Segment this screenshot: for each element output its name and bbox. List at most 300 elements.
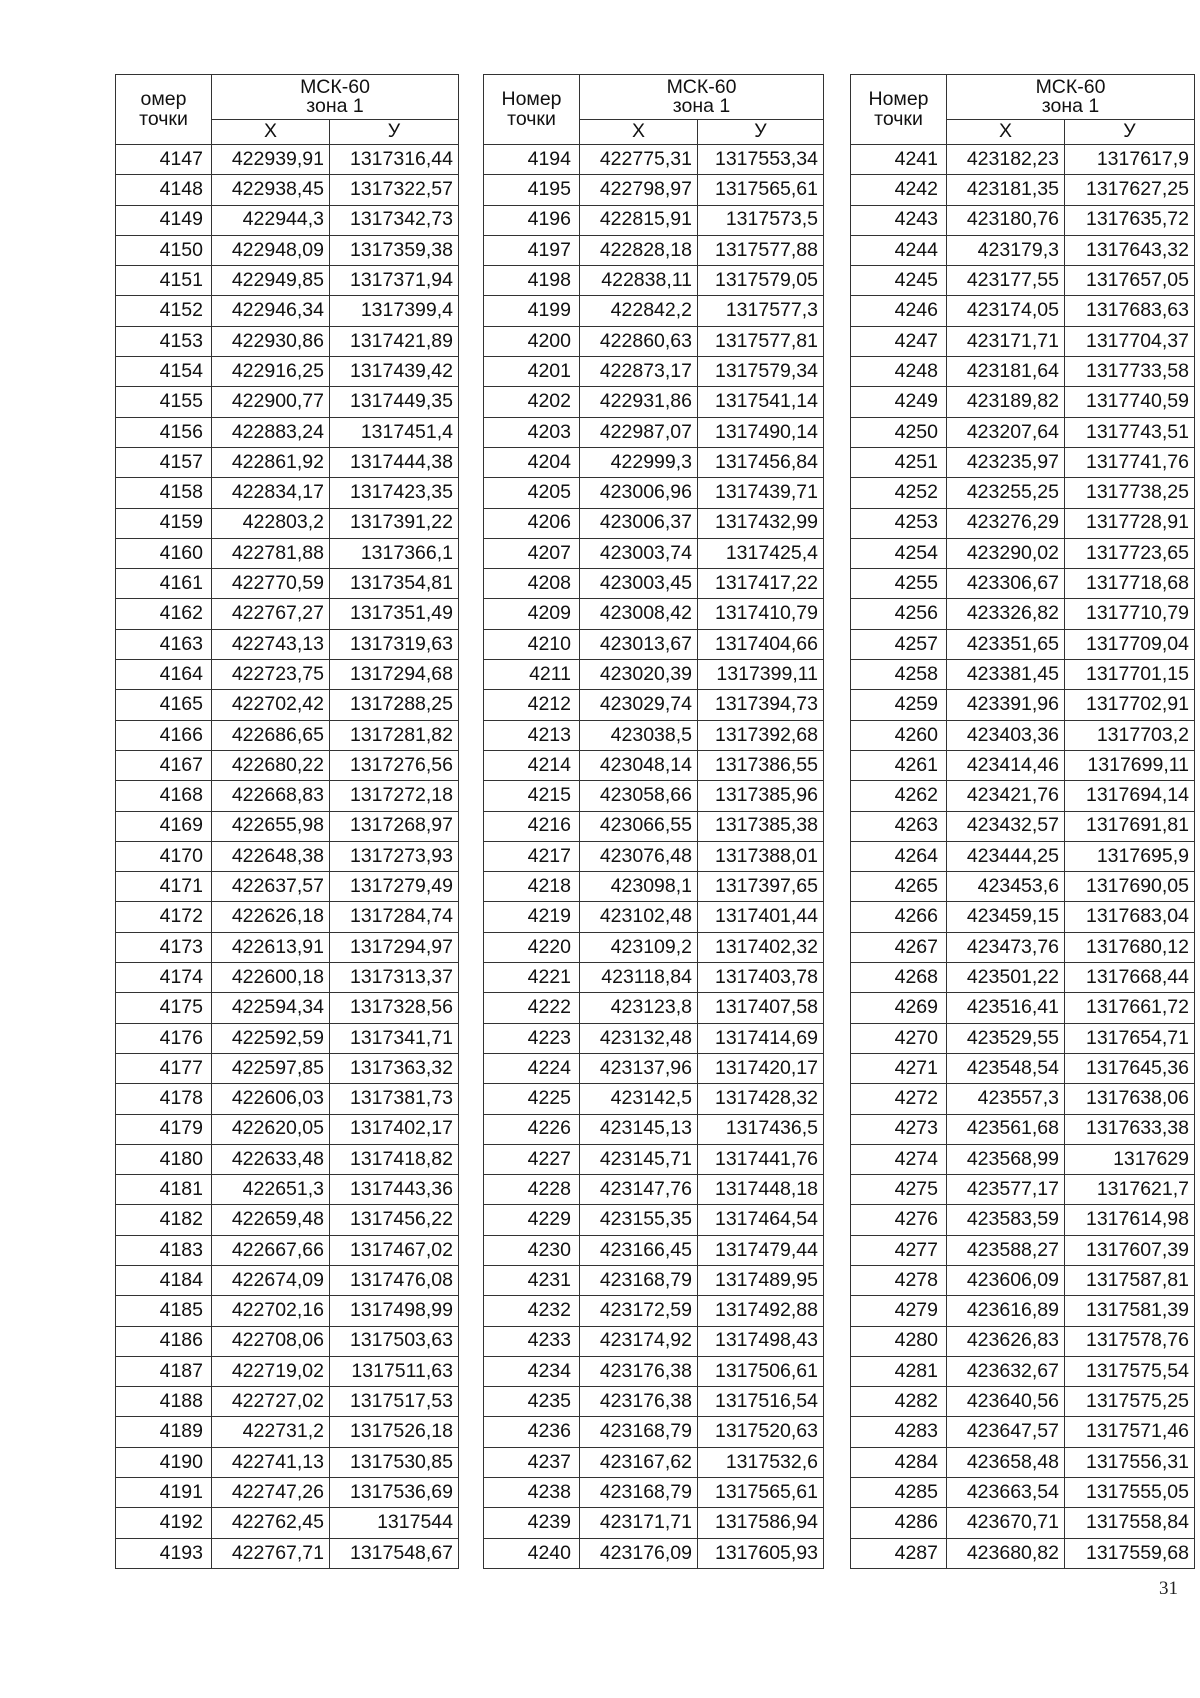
table-row (484, 478, 824, 508)
y-value-cell: 1317694,14 (1065, 781, 1195, 811)
table-row (484, 993, 824, 1023)
header-text: точки (507, 107, 556, 130)
point-number-cell: 4218 (484, 872, 580, 902)
point-number-cell: 4191 (116, 1478, 212, 1508)
point-number-cell: 4273 (851, 1114, 947, 1144)
table-row (484, 599, 824, 629)
point-number-cell: 4227 (484, 1144, 580, 1174)
table-row (116, 1084, 459, 1114)
y-column-header: У (1065, 120, 1195, 145)
table-row (851, 1538, 1195, 1568)
y-value-cell: 1317294,68 (330, 660, 459, 690)
table-row (851, 811, 1195, 841)
y-value-cell: 1317386,55 (698, 750, 824, 780)
x-value-cell: 423006,96 (580, 478, 698, 508)
point-number-cell: 4284 (851, 1447, 947, 1477)
table-row (851, 1023, 1195, 1053)
point-number-cell: 4220 (484, 932, 580, 962)
point-number-cell: 4244 (851, 235, 947, 265)
y-value-cell: 1317516,54 (698, 1387, 824, 1417)
point-number-cell: 4239 (484, 1508, 580, 1538)
table-row (116, 629, 459, 659)
y-value-cell: 1317565,61 (698, 1478, 824, 1508)
point-number-cell: 4157 (116, 447, 212, 477)
point-number-cell: 4260 (851, 720, 947, 750)
x-value-cell: 423174,05 (947, 296, 1065, 326)
x-value-cell: 423013,67 (580, 629, 698, 659)
x-value-cell: 422828,18 (580, 235, 698, 265)
x-value-cell: 422674,09 (212, 1265, 330, 1295)
y-value-cell: 1317577,88 (698, 235, 824, 265)
point-number-cell: 4279 (851, 1296, 947, 1326)
table-row (851, 872, 1195, 902)
y-value-cell: 1317425,4 (698, 538, 824, 568)
coordinate-table-1 (115, 74, 459, 1569)
point-number-cell: 4184 (116, 1265, 212, 1295)
y-value-cell: 1317410,79 (698, 599, 824, 629)
table-row (851, 266, 1195, 296)
x-value-cell: 422747,26 (212, 1478, 330, 1508)
y-value-cell: 1317402,32 (698, 932, 824, 962)
point-number-cell: 4203 (484, 417, 580, 447)
point-number-cell: 4265 (851, 872, 947, 902)
y-value-cell: 1317439,71 (698, 478, 824, 508)
x-value-cell: 423306,67 (947, 569, 1065, 599)
x-value-cell: 423189,82 (947, 387, 1065, 417)
x-value-cell: 422770,59 (212, 569, 330, 599)
x-value-cell: 422719,02 (212, 1356, 330, 1386)
x-value-cell: 423670,71 (947, 1508, 1065, 1538)
table-row (116, 1235, 459, 1265)
y-column-header: У (698, 120, 824, 145)
table-row (851, 1265, 1195, 1295)
x-value-cell: 423568,99 (947, 1144, 1065, 1174)
point-number-cell: 4216 (484, 811, 580, 841)
point-number-cell: 4179 (116, 1114, 212, 1144)
x-value-cell: 422668,83 (212, 781, 330, 811)
y-value-cell: 1317489,95 (698, 1265, 824, 1295)
point-number-cell: 4208 (484, 569, 580, 599)
table-row (851, 205, 1195, 235)
point-number-cell: 4171 (116, 872, 212, 902)
x-value-cell: 423432,57 (947, 811, 1065, 841)
point-number-cell: 4195 (484, 175, 580, 205)
table-row (851, 841, 1195, 871)
point-number-cell: 4235 (484, 1387, 580, 1417)
table-row (116, 569, 459, 599)
y-value-cell: 1317268,97 (330, 811, 459, 841)
point-number-cell: 4224 (484, 1053, 580, 1083)
point-number-cell: 4185 (116, 1296, 212, 1326)
point-number-cell: 4213 (484, 720, 580, 750)
table-row (851, 447, 1195, 477)
table-row (116, 1447, 459, 1477)
x-value-cell: 422931,86 (580, 387, 698, 417)
y-value-cell: 1317456,22 (330, 1205, 459, 1235)
table-row (851, 1084, 1195, 1114)
point-number-cell: 4248 (851, 357, 947, 387)
point-number-cell: 4192 (116, 1508, 212, 1538)
point-number-cell: 4166 (116, 720, 212, 750)
y-value-cell: 1317544 (330, 1508, 459, 1538)
x-value-cell: 423421,76 (947, 781, 1065, 811)
x-value-cell: 422861,92 (212, 447, 330, 477)
table-row (851, 569, 1195, 599)
x-value-cell: 422723,75 (212, 660, 330, 690)
x-value-cell: 423663,54 (947, 1478, 1065, 1508)
y-value-cell: 1317573,5 (698, 205, 824, 235)
table-row (116, 417, 459, 447)
point-number-cell: 4154 (116, 357, 212, 387)
x-value-cell: 423123,8 (580, 993, 698, 1023)
x-value-cell: 422686,65 (212, 720, 330, 750)
y-value-cell: 1317586,94 (698, 1508, 824, 1538)
header-text: зона 1 (672, 95, 731, 117)
x-value-cell: 423166,45 (580, 1235, 698, 1265)
table-row (116, 963, 459, 993)
x-value-cell: 423207,64 (947, 417, 1065, 447)
point-number-cell: 4225 (484, 1084, 580, 1114)
x-value-cell: 423003,74 (580, 538, 698, 568)
table-row (484, 296, 824, 326)
header-text: зона 1 (306, 95, 364, 117)
table-row (116, 1417, 459, 1447)
table-row (484, 1478, 824, 1508)
table-row (851, 296, 1195, 326)
x-value-cell: 423647,57 (947, 1417, 1065, 1447)
y-value-cell: 1317354,81 (330, 569, 459, 599)
y-value-cell: 1317710,79 (1065, 599, 1195, 629)
y-value-cell: 1317273,93 (330, 841, 459, 871)
x-value-cell: 423403,36 (947, 720, 1065, 750)
x-value-cell: 423176,09 (580, 1538, 698, 1568)
point-number-cell: 4256 (851, 599, 947, 629)
point-number-cell: 4255 (851, 569, 947, 599)
y-value-cell: 1317279,49 (330, 872, 459, 902)
y-value-cell: 1317423,35 (330, 478, 459, 508)
y-value-cell: 1317316,44 (330, 145, 459, 175)
y-value-cell: 1317517,53 (330, 1387, 459, 1417)
table-row (484, 569, 824, 599)
point-number-cell: 4276 (851, 1205, 947, 1235)
y-value-cell: 1317511,63 (330, 1356, 459, 1386)
y-value-cell: 1317449,35 (330, 387, 459, 417)
table-row (851, 235, 1195, 265)
table-row (484, 1175, 824, 1205)
point-number-cell: 4168 (116, 781, 212, 811)
table-row (851, 750, 1195, 780)
point-number-cell: 4254 (851, 538, 947, 568)
y-value-cell: 1317328,56 (330, 993, 459, 1023)
table-row (116, 720, 459, 750)
x-value-cell: 423147,76 (580, 1175, 698, 1205)
x-value-cell: 422930,86 (212, 326, 330, 356)
x-value-cell: 422798,97 (580, 175, 698, 205)
point-number-cell: 4268 (851, 963, 947, 993)
table-row (484, 720, 824, 750)
point-number-cell: 4196 (484, 205, 580, 235)
x-value-cell: 422680,22 (212, 750, 330, 780)
x-value-cell: 422659,48 (212, 1205, 330, 1235)
x-value-cell: 423168,79 (580, 1417, 698, 1447)
table-row (484, 811, 824, 841)
table-row (484, 932, 824, 962)
table-row (851, 629, 1195, 659)
table-row (484, 1508, 824, 1538)
y-value-cell: 1317577,81 (698, 326, 824, 356)
table-row (851, 417, 1195, 447)
point-number-cell: 4274 (851, 1144, 947, 1174)
point-number-cell: 4246 (851, 296, 947, 326)
y-value-cell: 1317313,37 (330, 963, 459, 993)
x-value-cell: 422883,24 (212, 417, 330, 447)
x-value-cell: 422767,27 (212, 599, 330, 629)
table-row (851, 599, 1195, 629)
x-value-cell: 423172,59 (580, 1296, 698, 1326)
table-row (484, 690, 824, 720)
table-row (851, 326, 1195, 356)
table-row (116, 1053, 459, 1083)
x-value-cell: 422938,45 (212, 175, 330, 205)
y-value-cell: 1317530,85 (330, 1447, 459, 1477)
table-row (116, 1508, 459, 1538)
point-number-cell: 4242 (851, 175, 947, 205)
y-value-cell: 1317428,32 (698, 1084, 824, 1114)
x-value-cell: 423048,14 (580, 750, 698, 780)
point-number-cell: 4267 (851, 932, 947, 962)
header-text: МСК-60 (1035, 75, 1106, 98)
point-number-cell: 4149 (116, 205, 212, 235)
x-value-cell: 423132,48 (580, 1023, 698, 1053)
x-value-cell: 422702,42 (212, 690, 330, 720)
header-text: точки (139, 107, 188, 130)
x-value-cell: 422613,91 (212, 932, 330, 962)
x-value-cell: 422606,03 (212, 1084, 330, 1114)
point-number-cell: 4215 (484, 781, 580, 811)
y-value-cell: 1317444,38 (330, 447, 459, 477)
table-row (484, 145, 824, 175)
y-value-cell: 1317657,05 (1065, 266, 1195, 296)
y-value-cell: 1317638,06 (1065, 1084, 1195, 1114)
table-row (116, 326, 459, 356)
point-number-cell: 4175 (116, 993, 212, 1023)
y-value-cell: 1317402,17 (330, 1114, 459, 1144)
table-row (484, 1356, 824, 1386)
x-value-cell: 423174,92 (580, 1326, 698, 1356)
y-value-cell: 1317558,84 (1065, 1508, 1195, 1538)
point-number-cell: 4169 (116, 811, 212, 841)
point-number-cell: 4202 (484, 387, 580, 417)
table-row (484, 205, 824, 235)
x-value-cell: 423276,29 (947, 508, 1065, 538)
x-value-cell: 422834,17 (212, 478, 330, 508)
y-value-cell: 1317654,71 (1065, 1023, 1195, 1053)
y-value-cell: 1317701,15 (1065, 660, 1195, 690)
x-value-cell: 423176,38 (580, 1387, 698, 1417)
point-number-cell: 4170 (116, 841, 212, 871)
point-number-header (851, 75, 947, 145)
table-row (851, 1387, 1195, 1417)
x-value-cell: 423680,82 (947, 1538, 1065, 1568)
y-value-cell: 1317276,56 (330, 750, 459, 780)
y-value-cell: 1317436,5 (698, 1114, 824, 1144)
y-value-cell: 1317683,04 (1065, 902, 1195, 932)
point-number-cell: 4257 (851, 629, 947, 659)
point-number-cell: 4204 (484, 447, 580, 477)
point-number-cell: 4211 (484, 660, 580, 690)
y-value-cell: 1317503,63 (330, 1326, 459, 1356)
y-value-cell: 1317381,73 (330, 1084, 459, 1114)
y-column-header: У (330, 120, 459, 145)
x-column-header: Х (947, 120, 1065, 145)
x-value-cell: 422803,2 (212, 508, 330, 538)
y-value-cell: 1317464,54 (698, 1205, 824, 1235)
point-number-cell: 4280 (851, 1326, 947, 1356)
y-value-cell: 1317385,96 (698, 781, 824, 811)
x-value-cell: 423155,35 (580, 1205, 698, 1235)
point-number-cell: 4237 (484, 1447, 580, 1477)
table-row (484, 1326, 824, 1356)
x-value-cell: 423171,71 (580, 1508, 698, 1538)
x-value-cell: 422900,77 (212, 387, 330, 417)
table-row (116, 175, 459, 205)
point-number-cell: 4282 (851, 1387, 947, 1417)
y-value-cell: 1317605,93 (698, 1538, 824, 1568)
table-row (484, 1053, 824, 1083)
y-value-cell: 1317448,18 (698, 1175, 824, 1205)
x-value-cell: 423137,96 (580, 1053, 698, 1083)
page-number: 31 (1159, 1578, 1178, 1599)
table-row (116, 508, 459, 538)
x-value-cell: 422860,63 (580, 326, 698, 356)
x-value-cell: 422916,25 (212, 357, 330, 387)
point-number-cell: 4243 (851, 205, 947, 235)
x-value-cell: 423109,2 (580, 932, 698, 962)
y-value-cell: 1317532,6 (698, 1447, 824, 1477)
x-value-cell: 423255,25 (947, 478, 1065, 508)
point-number-cell: 4207 (484, 538, 580, 568)
x-value-cell: 422626,18 (212, 902, 330, 932)
point-number-cell: 4228 (484, 1175, 580, 1205)
y-value-cell: 1317418,82 (330, 1144, 459, 1174)
y-value-cell: 1317607,39 (1065, 1235, 1195, 1265)
x-value-cell: 422727,02 (212, 1387, 330, 1417)
y-value-cell: 1317351,49 (330, 599, 459, 629)
x-value-cell: 422637,57 (212, 872, 330, 902)
y-value-cell: 1317565,61 (698, 175, 824, 205)
point-number-cell: 4231 (484, 1265, 580, 1295)
x-value-cell: 422838,11 (580, 266, 698, 296)
table-row (484, 357, 824, 387)
table-row (484, 1447, 824, 1477)
table-row (851, 387, 1195, 417)
y-value-cell: 1317490,14 (698, 417, 824, 447)
y-value-cell: 1317571,46 (1065, 1417, 1195, 1447)
point-number-cell: 4241 (851, 145, 947, 175)
table-row (484, 902, 824, 932)
point-number-header (116, 75, 212, 145)
y-value-cell: 1317441,76 (698, 1144, 824, 1174)
x-value-cell: 423098,1 (580, 872, 698, 902)
x-value-cell: 423414,46 (947, 750, 1065, 780)
x-value-cell: 422708,06 (212, 1326, 330, 1356)
y-value-cell: 1317587,81 (1065, 1265, 1195, 1295)
y-value-cell: 1317476,08 (330, 1265, 459, 1295)
x-column-header: Х (580, 120, 698, 145)
point-number-cell: 4275 (851, 1175, 947, 1205)
point-number-cell: 4197 (484, 235, 580, 265)
y-value-cell: 1317728,91 (1065, 508, 1195, 538)
y-value-cell: 1317617,9 (1065, 145, 1195, 175)
x-value-cell: 423658,48 (947, 1447, 1065, 1477)
x-value-cell: 423501,22 (947, 963, 1065, 993)
x-value-cell: 422939,91 (212, 145, 330, 175)
table-row (851, 720, 1195, 750)
x-value-cell: 422620,05 (212, 1114, 330, 1144)
coordinate-table-2 (483, 74, 824, 1569)
x-value-cell: 423145,71 (580, 1144, 698, 1174)
x-value-cell: 423180,76 (947, 205, 1065, 235)
table-row (116, 145, 459, 175)
y-value-cell: 1317363,32 (330, 1053, 459, 1083)
x-value-cell: 423145,13 (580, 1114, 698, 1144)
point-number-cell: 4229 (484, 1205, 580, 1235)
x-column-header: Х (212, 120, 330, 145)
table-row (116, 266, 459, 296)
point-number-cell: 4172 (116, 902, 212, 932)
table-row (851, 538, 1195, 568)
y-value-cell: 1317391,22 (330, 508, 459, 538)
x-value-cell: 423179,3 (947, 235, 1065, 265)
point-number-cell: 4189 (116, 1417, 212, 1447)
point-number-cell: 4212 (484, 690, 580, 720)
y-value-cell: 1317555,05 (1065, 1478, 1195, 1508)
y-value-cell: 1317723,65 (1065, 538, 1195, 568)
y-value-cell: 1317520,63 (698, 1417, 824, 1447)
y-value-cell: 1317581,39 (1065, 1296, 1195, 1326)
point-number-cell: 4178 (116, 1084, 212, 1114)
table-row (484, 841, 824, 871)
y-value-cell: 1317556,31 (1065, 1447, 1195, 1477)
x-value-cell: 422775,31 (580, 145, 698, 175)
y-value-cell: 1317417,22 (698, 569, 824, 599)
table-row (484, 508, 824, 538)
table-row (116, 1175, 459, 1205)
table-row (851, 1417, 1195, 1447)
y-value-cell: 1317341,71 (330, 1023, 459, 1053)
y-value-cell: 1317578,76 (1065, 1326, 1195, 1356)
x-value-cell: 423459,15 (947, 902, 1065, 932)
table-row (484, 1265, 824, 1295)
y-value-cell: 1317371,94 (330, 266, 459, 296)
y-value-cell: 1317288,25 (330, 690, 459, 720)
point-number-cell: 4222 (484, 993, 580, 1023)
y-value-cell: 1317740,59 (1065, 387, 1195, 417)
point-number-cell: 4281 (851, 1356, 947, 1386)
x-value-cell: 422592,59 (212, 1023, 330, 1053)
table-row (484, 1023, 824, 1053)
point-number-cell: 4147 (116, 145, 212, 175)
y-value-cell: 1317420,17 (698, 1053, 824, 1083)
table-row (851, 963, 1195, 993)
point-number-cell: 4230 (484, 1235, 580, 1265)
point-number-cell: 4236 (484, 1417, 580, 1447)
x-value-cell: 422633,48 (212, 1144, 330, 1174)
table-row (851, 902, 1195, 932)
table-row (851, 1144, 1195, 1174)
x-value-cell: 423529,55 (947, 1023, 1065, 1053)
point-number-cell: 4165 (116, 690, 212, 720)
